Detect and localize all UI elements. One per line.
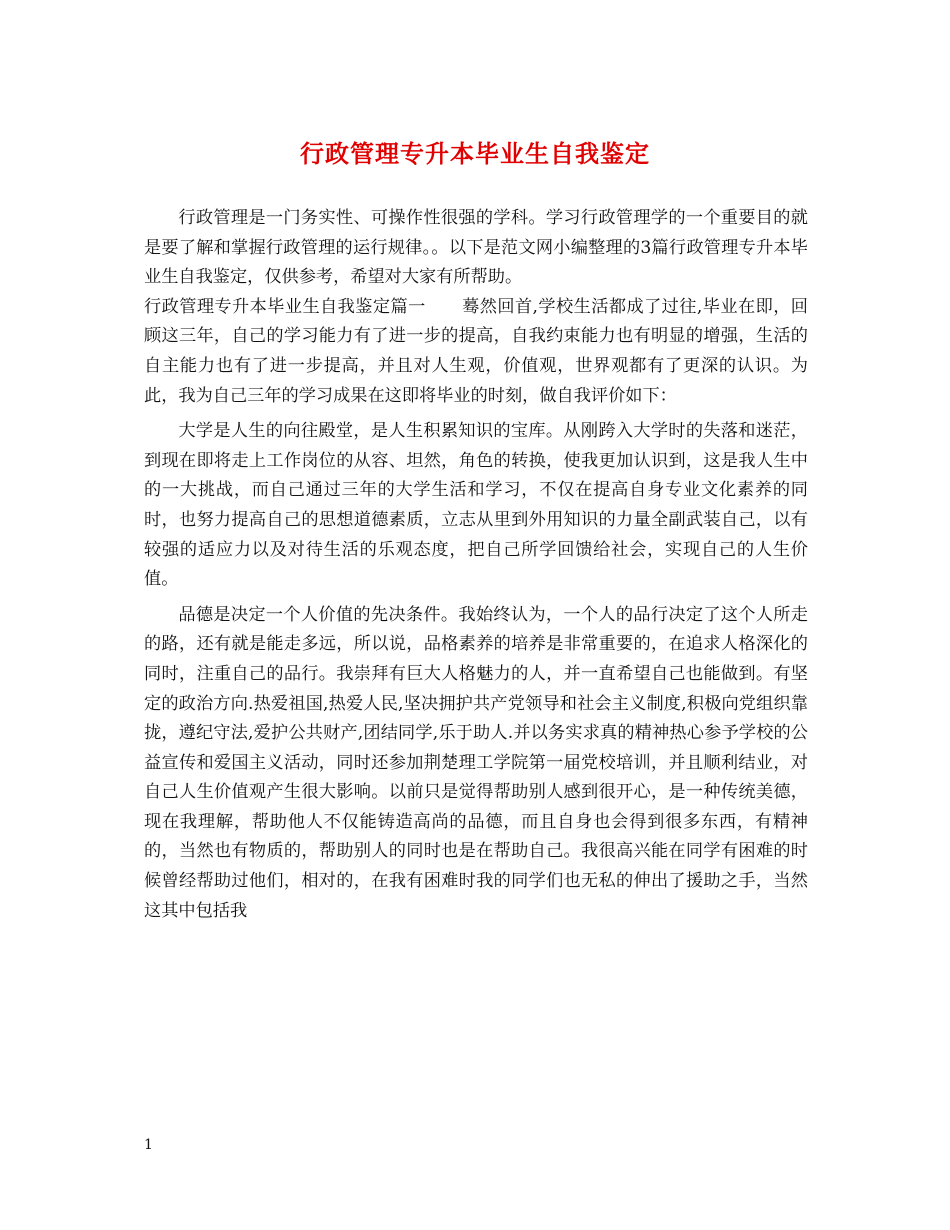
document-title: 行政管理专升本毕业生自我鉴定	[300, 139, 650, 168]
section-paragraph	[144, 293, 808, 411]
section-lead-text: 蓦然回首,学校生活都成了过往,毕业在即，回顾这三年，自己的学习能力有了进一步的提高，自我约束能力也有明显的增强，生活的自主能力也有了进一步提高，并且对人生观，价值观，世界观都有了更深的认识。为此，我为自己三年的学习成果在这即将毕业的时刻，做自我评价如下：	[144, 296, 808, 406]
body-paragraph-1: 大学是人生的向往殿堂，是人生积累知识的宝库。从刚跨入大学时的失落和迷茫，到现在即将走上工作岗位的从容、坦然，角色的转换，使我更加认识到，这是我人生中的一大挑战，而自己通过三年的大学生活和学习，不仅在提高自身专业文化素养的同时，也努力提高自己的思想道德素质，立志从里到外用知识的力量全副武装自己，以有较强的适应力以及对待生活的乐观态度，把自己所学回馈给社会，实现自己的人生价值。	[144, 421, 808, 590]
page-number: 1	[144, 1137, 153, 1153]
document-body	[144, 204, 808, 926]
body-paragraph-2: 品德是决定一个人价值的先决条件。我始终认为，一个人的品行决定了这个人所走的路，还有就是能走多远，所以说，品格素养的培养是非常重要的，在追求人格深化的同时，注重自己的品行。我崇拜有巨大人格魅力的人，并一直希望自己也能做到。有坚定的政治方向.热爱祖国,热爱人民,坚决拥护共产党领导和社会主义制度,积极向党组织靠拢，遵纪守法,爱护公共财产,团结同学,乐于助人.并以务实求真的精神热心参予学校的公益宣传和爱国主义活动，同时还参加荆楚理工学院第一届党校培训，并且顺利结业，对自己人生价值观产生很大影响。以前只是觉得帮助别人感到很开心，是一种传统美德，现在我理解，帮助他人不仅能铸造高尚的品德，而且自身也会得到很多东西，有精神的，当然也有物质的，帮助别人的同时也是在帮助自己。我很高兴能在同学有困难的时候曾经帮助过他们，相对的，在我有困难时我的同学们也无私的伸出了援助之手，当然这其中包括我	[144, 604, 808, 921]
intro-paragraph: 行政管理是一门务实性、可操作性很强的学科。学习行政管理学的一个重要目的就是要了解和掌握行政管理的运行规律。。以下是范文网小编整理的3篇行政管理专升本毕业生自我鉴定，仅供参考，希望对大家有所帮助。	[144, 208, 808, 288]
section-heading: 行政管理专升本毕业生自我鉴定篇一	[144, 296, 426, 317]
